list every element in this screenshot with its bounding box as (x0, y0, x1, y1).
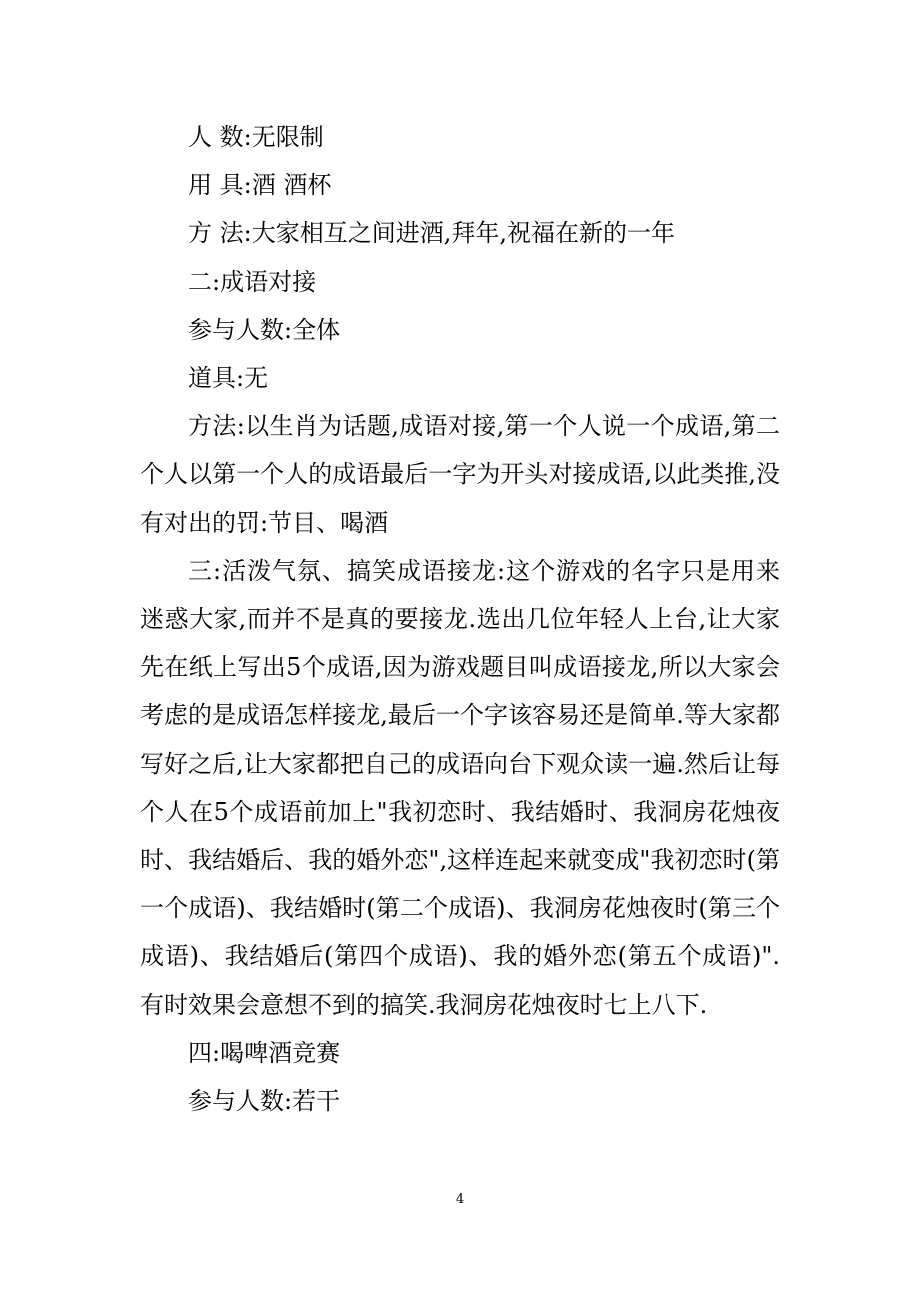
paragraph-section-four-title: 四:喝啤酒竞赛 (188, 1038, 341, 1067)
paragraph-method: 方 法:大家相互之间进酒,拜年,祝福在新的一年 (188, 219, 675, 248)
paragraph-section-two-title: 二:成语对接 (188, 267, 317, 296)
document-body (140, 113, 780, 1125)
paragraph-section-two-props: 道具:无 (188, 364, 269, 393)
page-number: 4 (455, 1192, 465, 1207)
paragraph-participants: 人 数:无限制 (188, 123, 324, 151)
paragraph-section-three: 三:活泼气氛、搞笑成语接龙:这个游戏的名字只是用来迷惑大家,而并不是真的要接龙.选出几位年轻人上台,让大家先在纸上写出5个成语,因为游戏题目叫成语接龙,所以大家会考虑的是成语怎样接龙,最后一个字该容易还是简单.等大家都写好之后,让大家都把自己的成语向台下观众读一遍.然后让每个人在5个成语前加上"我初恋时、我结婚时、我洞房花烛夜时、我结婚后、我的婚外恋",这样连起来就变成"我初恋时(第一个成语)、我结婚时(第二个成语)、我洞房花烛夜时(第三个成语)、我结婚后(第四个成语)、我的婚外恋(第五个成语)".有时效果会意想不到的搞笑.我洞房花烛夜时七上八下. (140, 556, 780, 1019)
paragraph-section-two-method: 方法:以生肖为话题,成语对接,第一个人说一个成语,第二个人以第一个人的成语最后一字为开头对接成语,以此类推,没有对出的罚:节目、喝酒 (140, 412, 780, 537)
paragraph-section-four-participants: 参与人数:若干 (188, 1087, 341, 1116)
paragraph-tools: 用 具:酒 酒杯 (188, 171, 332, 200)
paragraph-section-two-participants: 参与人数:全体 (188, 315, 341, 344)
